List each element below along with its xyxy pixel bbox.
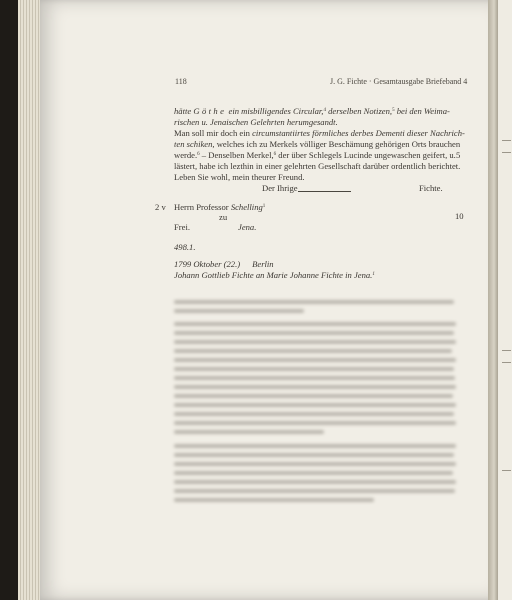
page-number: 118 xyxy=(175,77,187,86)
text-fragment: ein misbilligendes Circular, xyxy=(226,106,324,116)
letter-text-line: lästert, habe ich lezthin in einer gelehrten Gesellschaft darüber ordentlich berichtet. xyxy=(174,161,461,171)
text-fragment: Schelling xyxy=(230,202,263,212)
facing-page-edge xyxy=(498,0,512,600)
letter-closing: Der Ihrige xyxy=(262,183,298,193)
letter-number: 498.1. xyxy=(174,242,196,252)
text-fragment: ten schiken, xyxy=(174,139,215,149)
text-fragment: Man soll mir doch ein xyxy=(174,128,253,138)
running-title: J. G. Fichte · Gesamtausgabe Briefeband 4 xyxy=(330,77,468,86)
letter-date-line xyxy=(174,259,274,270)
letter-heading xyxy=(174,270,375,281)
facing-page-text-fragment xyxy=(502,350,511,351)
letter-date: 1799 Oktober (22.) xyxy=(174,259,241,269)
text-fragment: Herrn Professor xyxy=(174,202,231,212)
footnote-marker: 6 xyxy=(197,152,200,157)
facing-page-text-fragment xyxy=(502,152,511,153)
margin-line-number: 5 xyxy=(456,150,461,160)
text-fragment: Göthe xyxy=(193,106,227,116)
address-frei: Frei. xyxy=(174,222,190,232)
text-fragment: derselben Notizen, xyxy=(325,106,393,116)
footnote-marker: 6 xyxy=(273,152,277,157)
letter-text-line xyxy=(174,139,460,150)
facing-page-text-fragment xyxy=(502,140,511,141)
footnote-marker: 5 xyxy=(392,108,395,113)
text-fragment: – Denselben Merkel, xyxy=(199,150,274,160)
text-fragment: der über Schlegels Lucinde ungewaschen geifert, u. xyxy=(276,150,456,160)
text-fragment: circumstantiirtes förmliches derbes Dementi dieser Nachrich- xyxy=(252,128,465,138)
text-fragment: welches ich zu Merkels völliger Beschämung gehörigen Orts brauchen xyxy=(214,139,461,149)
folio-marker: 2 v xyxy=(155,202,166,212)
letter-text-line xyxy=(174,106,450,117)
footnote-marker: 1 xyxy=(372,272,375,277)
text-fragment: werde. xyxy=(174,150,198,160)
address-zu: zu xyxy=(219,212,228,222)
letter-text-line: Leben Sie wohl, mein theurer Freund. xyxy=(174,172,305,182)
book-gutter xyxy=(488,0,498,600)
text-fragment: bei den Weima- xyxy=(394,106,450,116)
letter-text-line xyxy=(174,128,465,139)
text-fragment: Johann Gottlieb Fichte an Marie Johanne Fichte in Jena. xyxy=(174,270,373,280)
signature-rule xyxy=(298,191,351,192)
letter-place: Berlin xyxy=(252,259,274,269)
text-fragment: hätte xyxy=(174,106,194,116)
letter-text-line: rischen u. Jenaischen Gelehrten herumgesandt. xyxy=(174,117,338,127)
facing-page-text-fragment xyxy=(502,470,511,471)
facing-page-text-fragment xyxy=(502,362,511,363)
letter-text-line xyxy=(174,150,456,161)
address-place: Jena. xyxy=(238,222,257,232)
margin-line-number: 10 xyxy=(455,211,464,221)
footnote-marker: 4 xyxy=(323,108,326,113)
footnote-marker: 1 xyxy=(262,204,266,209)
letter-signature: Fichte. xyxy=(419,183,443,193)
